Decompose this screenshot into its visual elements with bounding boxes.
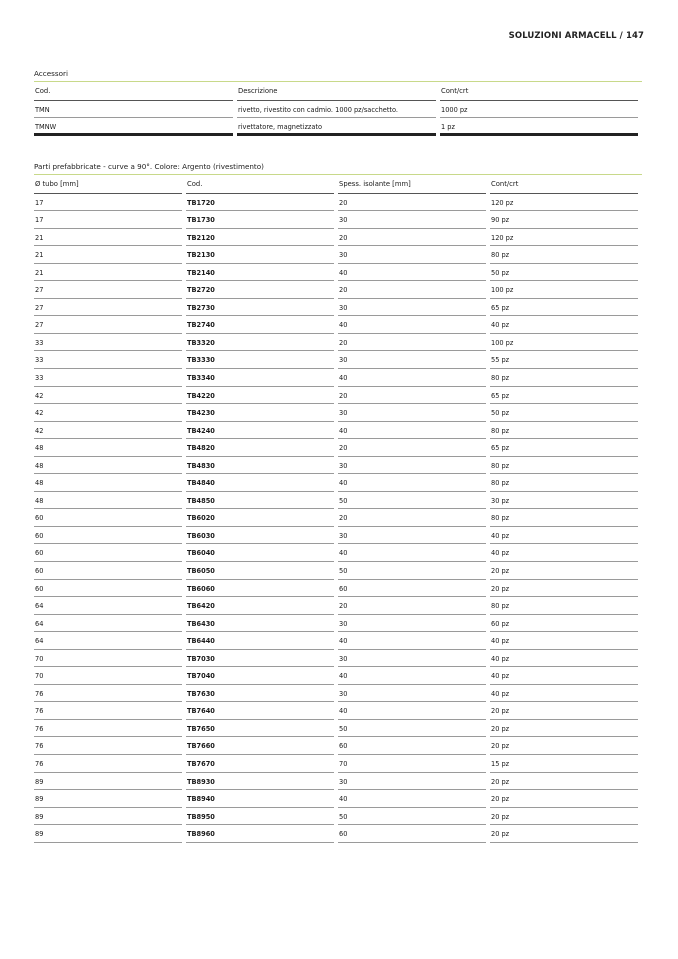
table-cell: 80 pz: [490, 369, 638, 387]
table-cell: 20 pz: [490, 825, 638, 843]
table-cell: 40: [338, 422, 486, 440]
table-cell: 21: [34, 246, 182, 264]
accessories-section: [34, 67, 642, 136]
table-cell: 70: [34, 650, 182, 668]
table-cell: 30: [338, 211, 486, 229]
table-cell: 20 pz: [490, 562, 638, 580]
table-cell: 50: [338, 808, 486, 826]
table-cell: 40: [338, 702, 486, 720]
table-cell: 60: [34, 580, 182, 598]
table-cell: 40 pz: [490, 685, 638, 703]
table-cell: 50 pz: [490, 404, 638, 422]
table-cell: TB2730: [186, 299, 334, 317]
table-cell: 40 pz: [490, 527, 638, 545]
table-cell: TB7660: [186, 737, 334, 755]
table-cell: TB4240: [186, 422, 334, 440]
table-cell: TB6020: [186, 509, 334, 527]
table-cell: TB8960: [186, 825, 334, 843]
table-cell: 40: [338, 544, 486, 562]
table-cell: 60 pz: [490, 615, 638, 633]
table-cell: 33: [34, 334, 182, 352]
table-cell: TB8940: [186, 790, 334, 808]
table-cell: TB2120: [186, 229, 334, 247]
table-cell: 48: [34, 457, 182, 475]
table-cell: 80 pz: [490, 246, 638, 264]
table-cell: rivetto, rivestito con cadmio. 1000 pz/sacchetto.: [237, 101, 436, 119]
table-cell: 90 pz: [490, 211, 638, 229]
accessories-table: [34, 82, 642, 136]
table-cell: 89: [34, 825, 182, 843]
table-cell: 20: [338, 387, 486, 405]
table-cell: 17: [34, 194, 182, 212]
table-cell: 60: [34, 562, 182, 580]
table-cell: rivettatore, magnetizzato: [237, 118, 436, 136]
table-cell: TB8950: [186, 808, 334, 826]
table-cell: 20: [338, 194, 486, 212]
table-cell: 48: [34, 492, 182, 510]
table-cell: 50 pz: [490, 264, 638, 282]
prefab-table: [34, 175, 642, 843]
table-cell: 40: [338, 790, 486, 808]
table-cell: TB7040: [186, 667, 334, 685]
table-cell: 30: [338, 246, 486, 264]
table-cell: TB3330: [186, 351, 334, 369]
table-cell: TB2140: [186, 264, 334, 282]
table-cell: 60: [338, 825, 486, 843]
table-cell: 40: [338, 316, 486, 334]
table-cell: 20 pz: [490, 737, 638, 755]
table-cell: TB1720: [186, 194, 334, 212]
table-cell: 30: [338, 299, 486, 317]
table-cell: 20: [338, 509, 486, 527]
table-cell: TB4820: [186, 439, 334, 457]
table-cell: TB2130: [186, 246, 334, 264]
table-cell: TB4850: [186, 492, 334, 510]
table-cell: 80 pz: [490, 422, 638, 440]
table-cell: 48: [34, 474, 182, 492]
table-cell: 70: [34, 667, 182, 685]
table-cell: 76: [34, 702, 182, 720]
table-cell: TB7650: [186, 720, 334, 738]
table-cell: 30: [338, 615, 486, 633]
table-cell: 20: [338, 439, 486, 457]
table-cell: 20: [338, 281, 486, 299]
table-cell: 40 pz: [490, 632, 638, 650]
table-cell: 40 pz: [490, 650, 638, 668]
table-cell: TB8930: [186, 773, 334, 791]
table-cell: TB7640: [186, 702, 334, 720]
table-cell: 89: [34, 773, 182, 791]
table-cell: 27: [34, 281, 182, 299]
table-cell: 64: [34, 597, 182, 615]
table-cell: 64: [34, 632, 182, 650]
table-cell: TB2720: [186, 281, 334, 299]
table-cell: TB6440: [186, 632, 334, 650]
table-cell: 40 pz: [490, 544, 638, 562]
column-header: Cod.: [34, 82, 233, 101]
table-cell: 1 pz: [440, 118, 638, 136]
table-cell: 27: [34, 316, 182, 334]
table-cell: TB4840: [186, 474, 334, 492]
accessories-title: Accessori: [34, 67, 642, 82]
table-cell: 20 pz: [490, 808, 638, 826]
table-cell: 80 pz: [490, 597, 638, 615]
table-cell: TB7670: [186, 755, 334, 773]
table-cell: 40 pz: [490, 316, 638, 334]
table-cell: 42: [34, 387, 182, 405]
table-cell: 50: [338, 562, 486, 580]
table-cell: 30: [338, 685, 486, 703]
table-cell: 89: [34, 808, 182, 826]
table-cell: 60: [338, 580, 486, 598]
table-cell: 20 pz: [490, 580, 638, 598]
table-cell: TB4220: [186, 387, 334, 405]
table-cell: 30: [338, 457, 486, 475]
table-cell: TB7030: [186, 650, 334, 668]
table-cell: 17: [34, 211, 182, 229]
table-cell: 64: [34, 615, 182, 633]
table-cell: 21: [34, 229, 182, 247]
table-cell: 120 pz: [490, 194, 638, 212]
column-header: Ø tubo [mm]: [34, 175, 182, 194]
prefab-section: [34, 160, 642, 843]
table-cell: 50: [338, 492, 486, 510]
table-cell: 40: [338, 667, 486, 685]
prefab-title: Parti prefabbricate - curve a 90°. Colore: Argento (rivestimento): [34, 160, 642, 175]
table-cell: 48: [34, 439, 182, 457]
page-header: SOLUZIONI ARMACELL / 147: [508, 31, 644, 41]
table-cell: 100 pz: [490, 334, 638, 352]
table-cell: 20 pz: [490, 720, 638, 738]
table-cell: 40: [338, 369, 486, 387]
column-header: Cont/crt: [490, 175, 638, 194]
table-cell: TB3320: [186, 334, 334, 352]
table-cell: 1000 pz: [440, 101, 638, 119]
table-cell: 76: [34, 737, 182, 755]
table-cell: 21: [34, 264, 182, 282]
table-cell: 76: [34, 685, 182, 703]
table-cell: 40: [338, 474, 486, 492]
table-cell: TMNW: [34, 118, 233, 136]
table-cell: TB6050: [186, 562, 334, 580]
table-cell: 33: [34, 351, 182, 369]
table-cell: TB4230: [186, 404, 334, 422]
table-cell: TB3340: [186, 369, 334, 387]
table-cell: 20 pz: [490, 790, 638, 808]
table-cell: 76: [34, 755, 182, 773]
table-cell: 65 pz: [490, 439, 638, 457]
table-cell: 76: [34, 720, 182, 738]
column-header: Spess. isolante [mm]: [338, 175, 486, 194]
table-cell: 60: [338, 737, 486, 755]
table-cell: 55 pz: [490, 351, 638, 369]
table-cell: 20 pz: [490, 702, 638, 720]
table-cell: TB6040: [186, 544, 334, 562]
table-cell: 120 pz: [490, 229, 638, 247]
table-cell: 65 pz: [490, 299, 638, 317]
table-cell: TB7630: [186, 685, 334, 703]
table-cell: 70: [338, 755, 486, 773]
table-cell: 42: [34, 422, 182, 440]
table-cell: TB4830: [186, 457, 334, 475]
table-cell: TB1730: [186, 211, 334, 229]
table-cell: 42: [34, 404, 182, 422]
table-cell: 60: [34, 527, 182, 545]
table-cell: 20: [338, 334, 486, 352]
table-cell: 27: [34, 299, 182, 317]
column-header: Cont/crt: [440, 82, 638, 101]
table-cell: 65 pz: [490, 387, 638, 405]
table-cell: TB6420: [186, 597, 334, 615]
table-cell: 40 pz: [490, 667, 638, 685]
table-cell: 30: [338, 404, 486, 422]
table-cell: TMN: [34, 101, 233, 119]
table-cell: 30: [338, 650, 486, 668]
table-cell: 60: [34, 509, 182, 527]
table-cell: 40: [338, 632, 486, 650]
table-cell: TB6430: [186, 615, 334, 633]
column-header: Descrizione: [237, 82, 436, 101]
table-cell: TB6060: [186, 580, 334, 598]
table-cell: 30 pz: [490, 492, 638, 510]
table-cell: 30: [338, 351, 486, 369]
table-cell: TB6030: [186, 527, 334, 545]
table-cell: 80 pz: [490, 457, 638, 475]
table-cell: 60: [34, 544, 182, 562]
table-cell: TB2740: [186, 316, 334, 334]
table-cell: 80 pz: [490, 474, 638, 492]
table-cell: 20: [338, 597, 486, 615]
table-cell: 15 pz: [490, 755, 638, 773]
table-cell: 30: [338, 527, 486, 545]
column-header: Cod.: [186, 175, 334, 194]
table-cell: 89: [34, 790, 182, 808]
table-cell: 20 pz: [490, 773, 638, 791]
table-cell: 33: [34, 369, 182, 387]
table-cell: 20: [338, 229, 486, 247]
table-cell: 30: [338, 773, 486, 791]
table-cell: 80 pz: [490, 509, 638, 527]
table-cell: 50: [338, 720, 486, 738]
table-cell: 100 pz: [490, 281, 638, 299]
table-cell: 40: [338, 264, 486, 282]
